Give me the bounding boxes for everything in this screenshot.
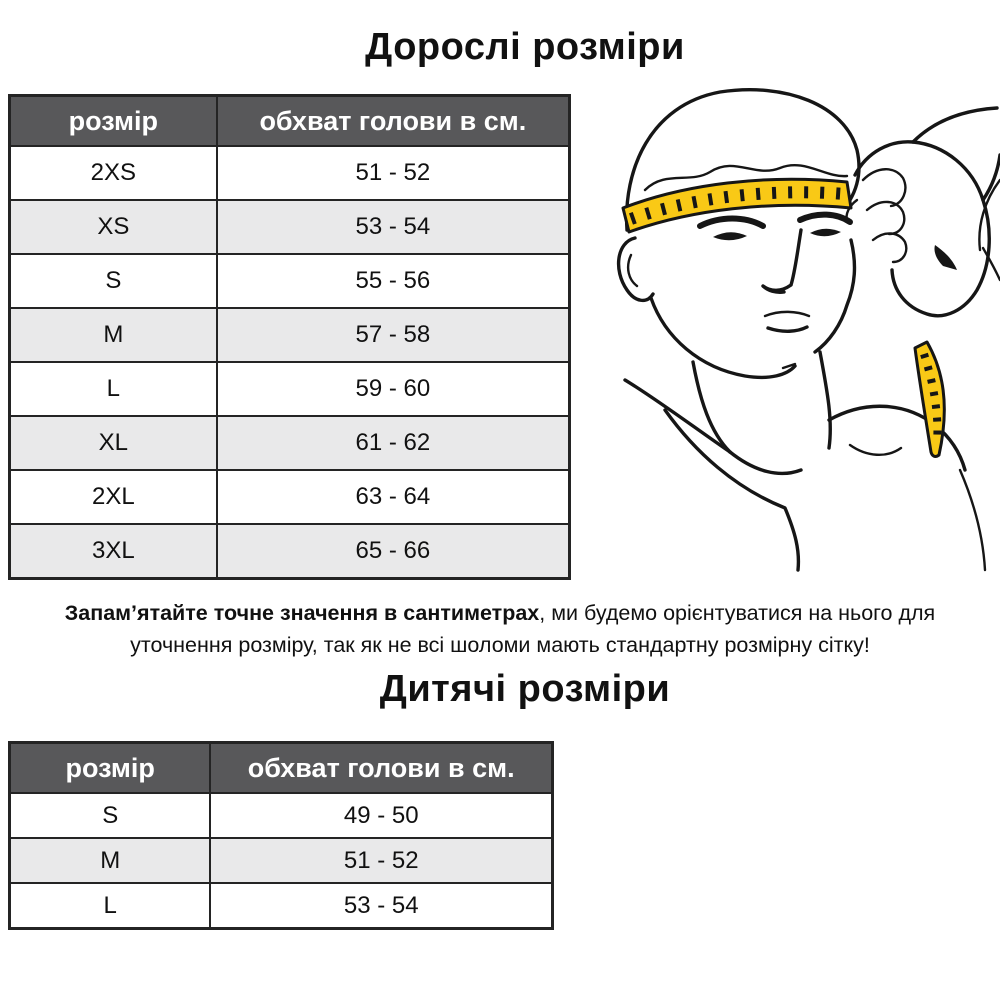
table-row <box>10 883 553 929</box>
circumference-cell: 53 - 54 <box>217 200 570 254</box>
table-row <box>10 254 570 308</box>
finger-2 <box>867 202 904 234</box>
ear-inner-line <box>628 255 637 286</box>
kids-size-table <box>8 741 554 930</box>
size-cell: 2XS <box>10 146 217 200</box>
mouth-line <box>768 327 807 331</box>
adult-col-header-circumference: обхват голови в см. <box>217 96 570 147</box>
measuring-tape-band <box>623 179 851 232</box>
finger-1 <box>863 169 905 206</box>
circumference-cell: 53 - 54 <box>210 883 552 929</box>
table-row <box>10 146 570 200</box>
size-cell: XS <box>10 200 217 254</box>
table-row <box>10 416 570 470</box>
ear-icon <box>619 238 653 300</box>
nose-line <box>763 230 801 292</box>
table-row <box>10 793 553 838</box>
circumference-cell: 51 - 52 <box>217 146 570 200</box>
table-row <box>10 200 570 254</box>
measurement-note <box>35 597 965 662</box>
circumference-cell: 51 - 52 <box>210 838 552 883</box>
kids-col-header-circumference: обхват голови в см. <box>210 743 552 794</box>
kids-sizes-title: Дитячі розміри <box>379 668 671 710</box>
adult-size-table <box>8 94 571 580</box>
size-cell: L <box>10 362 217 416</box>
size-cell: L <box>10 883 211 929</box>
right-eye <box>810 229 841 237</box>
neck-right-line <box>820 352 830 448</box>
finger-pinch-shadow <box>934 245 957 270</box>
kids-table-header-row <box>10 743 553 794</box>
measuring-tape-tail <box>915 342 944 456</box>
circumference-cell: 49 - 50 <box>210 793 552 838</box>
circumference-cell: 65 - 66 <box>217 524 570 579</box>
left-eyebrow <box>700 219 763 227</box>
kids-col-header-size: розмір <box>10 743 211 794</box>
table-row <box>10 362 570 416</box>
note-bold-text: Запам’ятайте точне значення в сантиметрах <box>64 601 540 625</box>
circumference-cell: 57 - 58 <box>217 308 570 362</box>
left-eye <box>713 232 747 240</box>
size-cell: S <box>10 793 211 838</box>
adult-table-header-row <box>10 96 570 147</box>
circumference-cell: 61 - 62 <box>217 416 570 470</box>
size-cell: 3XL <box>10 524 217 579</box>
size-cell: S <box>10 254 217 308</box>
size-cell: M <box>10 308 217 362</box>
armpit-curve <box>850 445 901 455</box>
size-cell: 2XL <box>10 470 217 524</box>
table-row <box>10 524 570 579</box>
table-row <box>10 470 570 524</box>
size-cell: XL <box>10 416 217 470</box>
note-regular-text: , ми будемо орієнтуватися на нього для уточнення розміру, так як не всі шоломи мають стандартну розмірну сітку! <box>130 601 936 658</box>
shirt-left-line <box>665 410 798 570</box>
adult-col-header-size: розмір <box>10 96 217 147</box>
fist-outline <box>855 142 989 316</box>
jaw-outline <box>651 298 795 377</box>
left-shoulder-line <box>625 380 730 452</box>
upper-arm-line <box>913 108 997 142</box>
circumference-cell: 59 - 60 <box>217 362 570 416</box>
sleeve-line <box>960 470 985 570</box>
right-cheek-outline <box>815 240 854 352</box>
adult-sizes-title: Дорослі розміри <box>365 26 685 68</box>
collar-line <box>730 452 801 473</box>
table-row <box>10 308 570 362</box>
circumference-cell: 55 - 56 <box>217 254 570 308</box>
finger-3 <box>873 233 906 262</box>
upper-lip-line <box>765 312 809 316</box>
right-eyebrow <box>800 215 850 222</box>
circumference-cell: 63 - 64 <box>217 470 570 524</box>
table-row <box>10 838 553 883</box>
head-measurement-illustration <box>605 80 1000 585</box>
size-cell: M <box>10 838 211 883</box>
